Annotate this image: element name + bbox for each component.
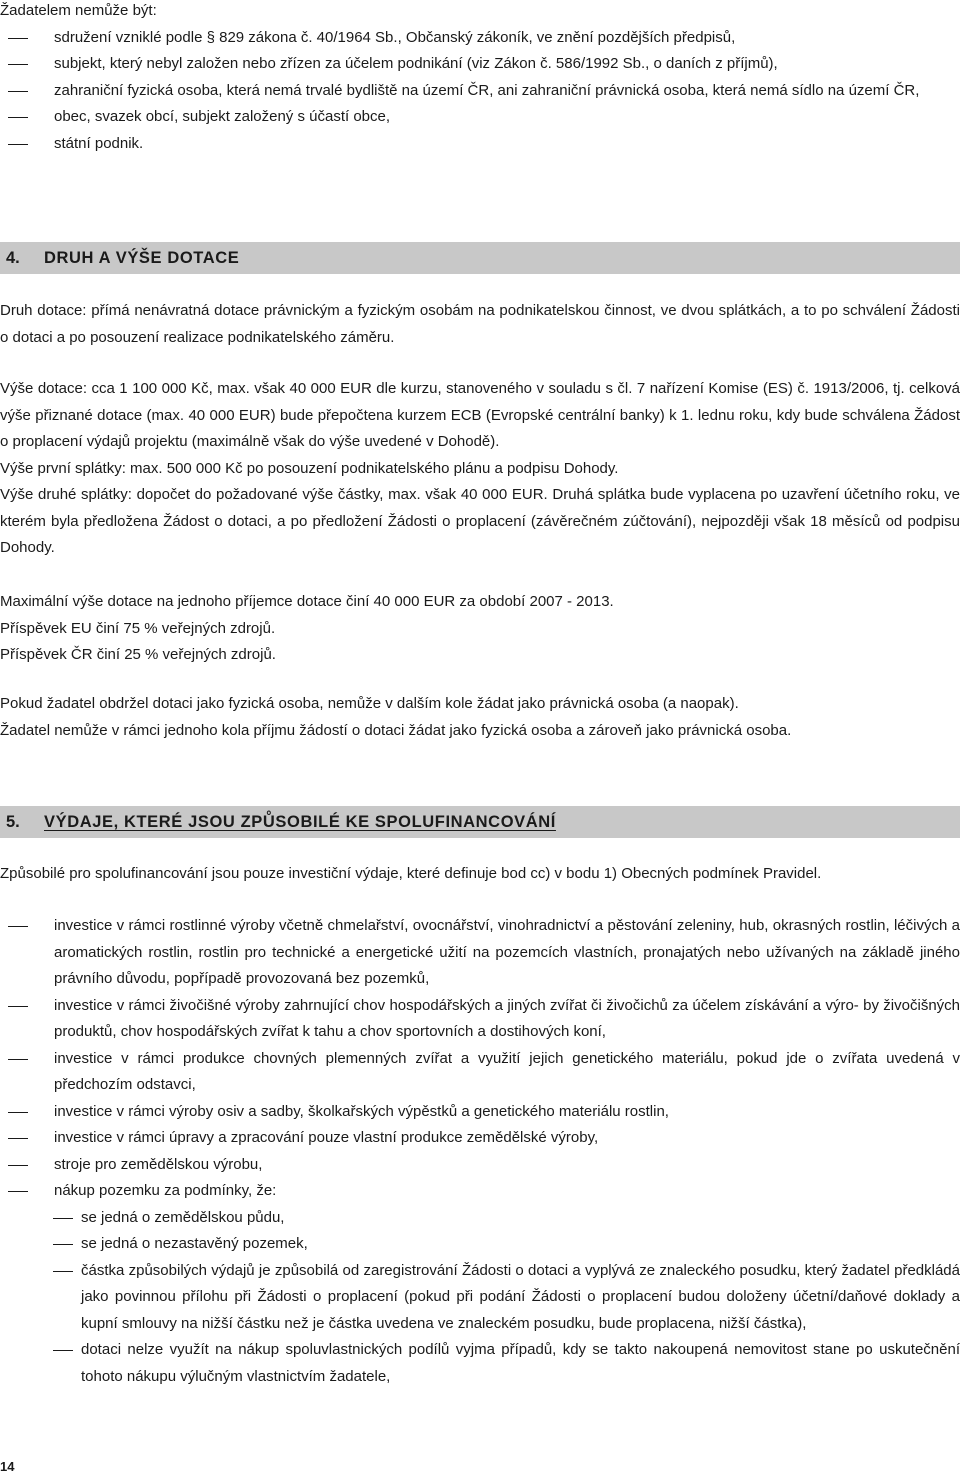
list-item: státní podnik.	[0, 131, 960, 158]
list-item: investice v rámci živočišné výroby zahrnující chov hospodářských a jiných zvířat či živočichů za účelem získávání a výro- by živočišných produktů, chov hospodářských zvířat k tahu a chov sportovních a dostihových koní,	[0, 993, 960, 1046]
list-item: nákup pozemku za podmínky, že:	[0, 1178, 960, 1205]
dash-bullet	[8, 64, 28, 65]
list-item: investice v rámci úpravy a zpracování pouze vlastní produkce zemědělské výroby,	[0, 1125, 960, 1152]
max-subsidy-paragraph: Maximální výše dotace na jednoho příjemce dotace činí 40 000 EUR za období 2007 - 2013.	[0, 593, 614, 610]
dash-bullet	[8, 91, 28, 92]
list-item: investice v rámci rostlinné výroby včetně chmelařství, ovocnářství, vinohradnictví a pěstování zeleniny, hub, okrasných rostlin, léčivých a aromatických rostlin, rostlin pro technické a energetické užití na pozemcích vlastních, pronajatých nebo užívaných na základě jiného právního důvodu, popřípadě provozovaná bez pozemků,	[0, 913, 960, 993]
section-4-heading	[0, 242, 960, 274]
dash-bullet	[8, 1059, 28, 1060]
dash-bullet	[8, 144, 28, 145]
dash-bullet	[53, 1244, 73, 1245]
list-item: investice v rámci produkce chovných plemenných zvířat a využití jejich genetického materiálu, pokud jde o zvířata uvedená v předchozím odstavci,	[0, 1046, 960, 1099]
eu-contribution-paragraph: Příspěvek EU činí 75 % veřejných zdrojů.	[0, 619, 276, 637]
dash-bullet	[8, 117, 28, 118]
section-4-body	[0, 298, 960, 351]
dash-bullet	[53, 1271, 73, 1272]
dash-bullet	[8, 1006, 28, 1007]
list-item: zahraniční fyzická osoba, která nemá trvalé bydliště na území ČR, ani zahraniční právnická osoba, která nemá sídlo na území ČR,	[0, 78, 960, 105]
list-item: sdružení vzniklé podle § 829 zákona č. 40/1964 Sb., Občanský zákoník, ve znění pozdějších předpisů,	[0, 25, 960, 52]
section-number: 4.	[6, 248, 20, 267]
subsidy-amount-block	[0, 376, 960, 562]
list-item: investice v rámci výroby osiv a sadby, školkařských výpěstků a genetického materiálu rostlin,	[0, 1099, 960, 1126]
dash-bullet	[8, 926, 28, 927]
applicant-rule-paragraph: Žadatel nemůže v rámci jednoho kola příjmu žádostí o dotaci žádat jako fyzická osoba a zároveň jako právnická osoba.	[0, 721, 792, 739]
ineligible-heading: Žadatelem nemůže být:	[0, 2, 157, 19]
cz-contribution-paragraph: Příspěvek ČR činí 25 % veřejných zdrojů.	[0, 646, 276, 663]
applicant-rule-paragraph: Pokud žadatel obdržel dotaci jako fyzická osoba, nemůže v dalším kole žádat jako právnická osoba (a naopak).	[0, 695, 739, 712]
sub-list-item: se jedná o nezastavěný pozemek,	[0, 1231, 960, 1258]
dash-bullet	[53, 1218, 73, 1219]
first-installment-paragraph: Výše první splátky: max. 500 000 Kč po posouzení podnikatelského plánu a podpisu Dohody.	[0, 459, 619, 477]
sub-list-item: se jedná o zemědělskou půdu,	[0, 1205, 960, 1232]
list-item: obec, svazek obcí, subjekt založený s účastí obce,	[0, 104, 960, 131]
section-5-heading	[0, 806, 960, 838]
second-installment-paragraph: Výše druhé splátky: dopočet do požadované výše částky, max. však 40 000 EUR. Druhá splátka bude vyplacena po uzavření účetního roku, ve kterém byla předložena Žádost o dotaci, a po předložení Žádosti o proplacení (závěrečném zúčtování), nejpozději však 18 měsíců od podpisu Dohody.	[0, 486, 960, 556]
section-number: 5.	[6, 812, 20, 831]
list-item: stroje pro zemědělskou výrobu,	[0, 1152, 960, 1179]
section-5-intro	[0, 861, 960, 888]
dash-bullet	[8, 38, 28, 39]
ineligible-applicants-block	[0, 0, 960, 157]
page-number: 14	[0, 1459, 15, 1474]
dash-bullet	[8, 1191, 28, 1192]
subsidy-limits-block	[0, 589, 960, 669]
ineligible-list	[0, 25, 960, 158]
dash-bullet	[8, 1112, 28, 1113]
sub-list-item: dotaci nelze využít na nákup spoluvlastnických podílů vyjma případů, kdy se takto nakoupená nemovitost stane po uskutečnění tohoto nákupu výlučným vlastnictvím žadatele,	[0, 1337, 960, 1390]
eligible-expenses-intro: Způsobilé pro spolufinancování jsou pouze investiční výdaje, které definuje bod cc) v bodu 1) Obecných podmínek Pravidel.	[0, 865, 822, 882]
sub-list-item: částka způsobilých výdajů je způsobilá od zaregistrování Žádosti o dotaci a vyplývá ze znaleckého posudku, který žadatel předkládá jako povinnou přílohu při Žádosti o proplacení (pokud při podání Žádosti o proplacení budou doloženy účetní/daňové doklady a kupní smlouvy na nižší částku než je částka uvedena ve znaleckém posudku, bude proplacena, nižší částka),	[0, 1258, 960, 1338]
dash-bullet	[8, 1165, 28, 1166]
eligible-expenses-block	[0, 913, 960, 1390]
list-item: subjekt, který nebyl založen nebo zřízen za účelem podnikání (viz Zákon č. 586/1992 Sb., o daních z příjmů),	[0, 51, 960, 78]
section-title: DRUH A VÝŠE DOTACE	[44, 248, 240, 267]
subsidy-amount-paragraph: Výše dotace: cca 1 100 000 Kč, max. však 40 000 EUR dle kurzu, stanoveného v souladu s čl. 7 nařízení Komise (ES) č. 1913/2006, tj. celková výše přiznané dotace (max. 40 000 EUR) bude přepočtena kurzem ECB (Evropské centrální banky) k 1. lednu roku, kdy bude schválena Žádost o proplacení výdajů projektu (maximálně však do výše uvedené v Dohodě).	[0, 380, 960, 450]
dash-bullet	[8, 1138, 28, 1139]
dash-bullet	[53, 1350, 73, 1351]
section-title: VÝDAJE, KTERÉ JSOU ZPŮSOBILÉ KE SPOLUFINANCOVÁNÍ	[44, 812, 556, 831]
subsidy-type-paragraph: Druh dotace: přímá nenávratná dotace právnickým a fyzickým osobám na podnikatelskou činnost, ve dvou splátkách, a to po schválení Žádosti o dotaci a po posouzení realizace podnikatelského záměru.	[0, 302, 960, 346]
applicant-rules-block	[0, 691, 960, 744]
eligible-expenses-list	[0, 913, 960, 1390]
